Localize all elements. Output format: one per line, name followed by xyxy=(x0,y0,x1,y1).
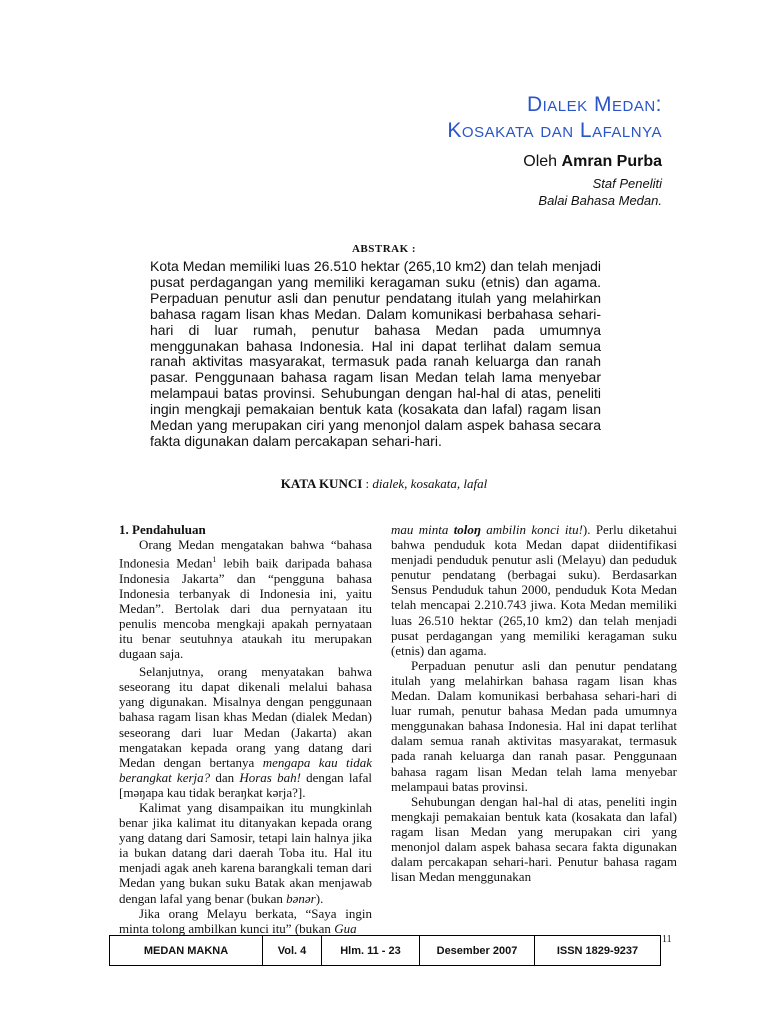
affiliation-line1: Staf Peneliti xyxy=(592,176,662,191)
p3-text-a: Kalimat yang disampaikan itu mungkinlah benar jika kalimat itu ditanyakan kepada orang yang datang dari Samosir, tetapi lain halnya jika ia bukan datang dari daerah Toba itu. Hal itu menjadi agak aneh karena barangkali teman dari Medan yang bukan suku Batak akan menjawab dengan lafal yang benar (bukan xyxy=(119,800,372,906)
paragraph-2 xyxy=(119,664,372,800)
footer-journal: MEDAN MAKNA xyxy=(110,936,263,965)
abstract-body: Kota Medan memiliki luas 26.510 hektar (265,10 km2) dan telah menjadi pusat perdagangan yang memiliki keragaman suku (etnis) dan agama. Perpaduan penutur asli dan penutur pendatang itulah yang melahirkan bahasa ragam lisan khas Medan. Dalam komunikasi berbahasa sehari-hari di luar rumah, penutur bahasa Medan pada umumnya menggunakan bahasa Indonesia. Hal ini dapat terlihat dalam semua ranah aktivitas masyarakat, termasuk pada ranah keluarga dan ranah pasar. Penggunaan bahasa ragam lisan Medan telah lama menyebar melampaui batas provinsi. Sehubungan dengan hal-hal di atas, peneliti ingin mengkaji pemakaian bentuk kata (kosakata dan lafal) ragam lisan Medan yang merupakan ciri yang menonjol dalam aspek bahasa secara fakta digunakan dalam percakapan sehari-hari. xyxy=(150,258,601,449)
p2-italic-1: mengapa kau tidak berangkat kerja? xyxy=(119,754,372,785)
keywords-separator: : xyxy=(362,476,373,491)
footer-pages: Hlm. 11 - 23 xyxy=(322,936,420,965)
footer-date: Desember 2007 xyxy=(420,936,535,965)
affiliation-line2: Balai Bahasa Medan. xyxy=(538,193,662,208)
article-title-line1: Dialek Medan: xyxy=(526,93,662,116)
p1-text-a: Orang Medan mengatakan bahwa “bahasa Indonesia Medan xyxy=(119,537,372,571)
p2-text-b: dan xyxy=(210,769,240,785)
cont-bold-italic: toloŋ xyxy=(453,522,481,537)
paragraph-4 xyxy=(119,906,372,936)
p1-text-b: lebih baik daripada bahasa Indonesia Jakarta” dan “pengguna bahasa Indonesia terbanyak di Indonesia ini, yaitu Medan”. Bertolak dari dua pernyataan itu penulis mencoba mengkaji apakah pernyataan itu benar seutuhnya ataukah itu merupakan dugaan saja. xyxy=(119,555,373,662)
footer-issn: ISSN 1829-9237 xyxy=(556,944,639,957)
author-name: Amran Purba xyxy=(561,153,662,170)
right-column xyxy=(391,522,677,884)
paragraph-1 xyxy=(119,537,372,661)
paragraph-r2: Perpaduan penutur asli dan penutur pendatang itulah yang melahirkan bahasa ragam lisan khas Medan. Dalam komunikasi berbahasa sehari-hari di luar rumah, penutur bahasa Medan pada umumnya menggunakan bahasa Indonesia. Hal ini dapat terlihat dalam semua ranah aktivitas masyarakat, termasuk pada ranah keluarga dan ranah pasar. Penggunaan bahasa ragam lisan Medan telah lama menyebar melampaui batas provinsi. xyxy=(391,657,677,794)
p4-italic: Gua xyxy=(334,920,357,936)
p3-italic: bənər xyxy=(286,890,316,906)
paragraph-3 xyxy=(119,800,372,906)
cont-italic-1: mau minta xyxy=(391,522,454,537)
author-line xyxy=(523,153,662,171)
abstract-heading: ABSTRAK : xyxy=(351,243,417,255)
keywords-values: dialek, kosakata, lafal xyxy=(372,476,488,491)
footer-bar xyxy=(109,935,661,966)
cont-italic-2: ambilin konci itu! xyxy=(480,522,583,537)
author-prefix: Oleh xyxy=(523,153,562,170)
left-column xyxy=(119,522,372,936)
continued-paragraph xyxy=(391,522,677,658)
footer-volume: Vol. 4 xyxy=(263,936,322,965)
cont-text: ). Perlu diketahui bahwa penduduk kota Medan dapat diidentifikasi menjadi penduduk penutur asli (Melayu) dan peduduk penutur pendatang (berbagai suku). Berdasarkan Sensus Penduduk tahun 2000, penduduk Kota Medan telah mencapai 2.210.743 jiwa. Kota Medan memiliki luas 26.510 hektar (265,10 km2) dan telah menjadi pusat perdagangan yang memiliki keragaman suku (etnis) dan agama. xyxy=(391,522,677,658)
paragraph-r3: Sehubungan dengan hal-hal di atas, peneliti ingin mengkaji pemakaian bentuk kata (kosakata dan lafal) ragam lisan Medan yang merupakan ciri yang menonjol dalam aspek bahasa secara fakta digunakan dalam percakapan sehari-hari. Penutur bahasa ragam lisan Medan menggunakan xyxy=(391,793,677,885)
p4-text-a: Jika orang Melayu berkata, “Saya ingin minta tolong ambilkan kunci itu” (bukan xyxy=(119,905,372,936)
p2-italic-2: Horas bah! xyxy=(239,769,301,785)
article-title-line2: Kosakata dan Lafalnya xyxy=(447,119,662,142)
keywords-line xyxy=(0,476,768,492)
p2-text-c: dengan lafal [məŋapa kau tidak beraŋkat kərja?]. xyxy=(119,769,372,800)
page-number: 11 xyxy=(662,934,672,945)
p3-text-b: ). xyxy=(315,890,324,906)
keywords-label: KATA KUNCI xyxy=(280,476,363,491)
footnote-marker: 1 xyxy=(212,555,217,565)
section-heading: 1. Pendahuluan xyxy=(119,522,206,537)
p2-text-a: Selanjutnya, orang menyatakan bahwa seseorang itu dapat dikenali melalui bahasa yang digunakan. Misalnya dengan penggunaan bahasa ragam lisan khas Medan (dialek Medan) seseorang dari luar Medan (Jakarta) akan mengatakan kepada orang yang datang dari Medan dengan bertanya xyxy=(119,664,372,770)
